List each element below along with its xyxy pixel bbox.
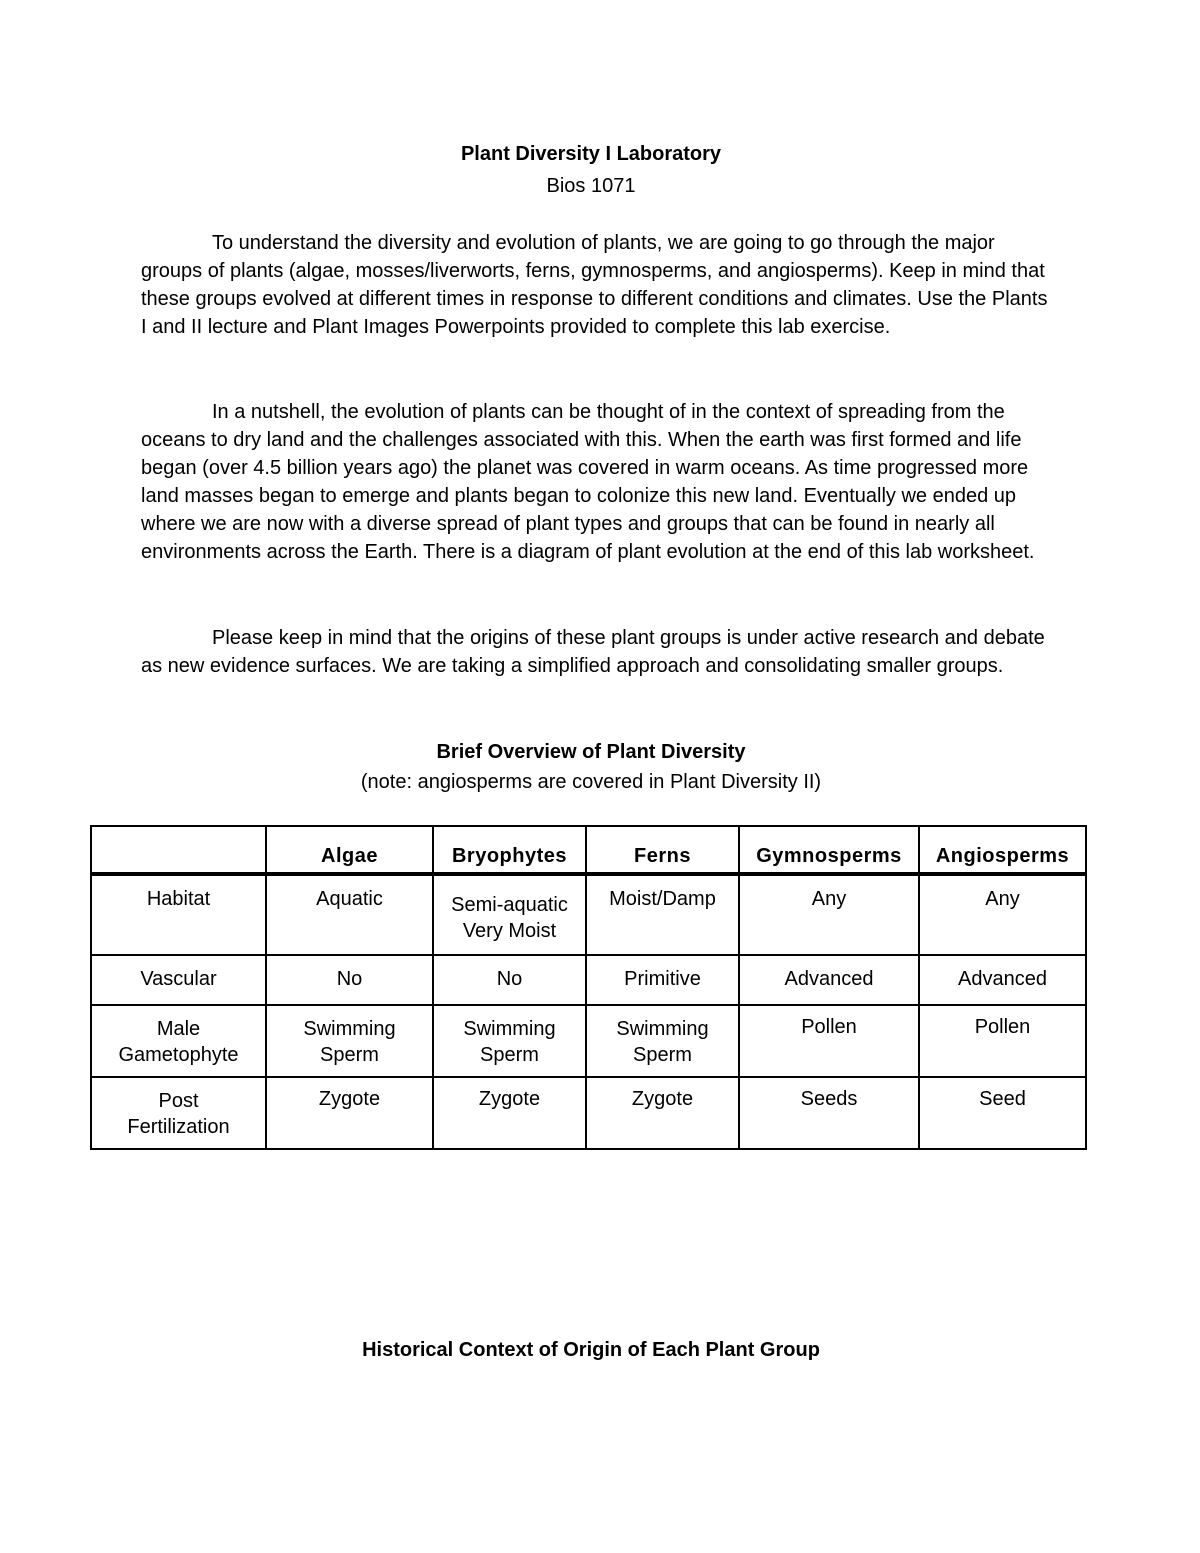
table-cell	[433, 1077, 586, 1149]
header-cell-angiosperms: Angiosperms	[919, 826, 1086, 874]
table-row-male-gametophyte	[91, 1005, 1086, 1077]
row-label-habitat	[91, 874, 266, 955]
cell-text: Sperm	[320, 1044, 379, 1066]
cell-text: Post	[158, 1090, 199, 1112]
cell-text: Zygote	[478, 1088, 541, 1110]
table-cell	[586, 955, 739, 1005]
cell-text: Very Moist	[462, 920, 557, 942]
page-title: Plant Diversity I Laboratory	[460, 143, 722, 165]
cell-text: Any	[811, 888, 847, 910]
cell-text: Any	[985, 888, 1020, 910]
table-row-vascular	[91, 955, 1086, 1005]
cell-text: Semi-aquatic	[451, 894, 568, 916]
cell-text: Habitat	[146, 888, 211, 910]
evolution-paragraph: In a nutshell, the evolution of plants can be thought of in the context of spreading from the oceans to dry land and the challenges associated with this. When the earth was first formed and life began (over 4.5 billion years ago) the planet was covered in warm oceans. As time progressed more land masses began to emerge and plants began to colonize this new land. Eventually we ended up where we are now with a diverse spread of plant types and groups that can be found in nearly all environments across the Earth. There is a diagram of plant evolution at the end of this lab worksheet.	[141, 401, 1035, 563]
table-cell	[433, 955, 586, 1005]
cell-text: Swimming	[303, 1018, 396, 1040]
cell-text: No	[496, 968, 523, 990]
cell-text: Advanced	[958, 968, 1047, 990]
cell-text: Swimming	[616, 1018, 709, 1040]
cell-text: Male	[156, 1018, 201, 1040]
table-row-post-fertilization	[91, 1077, 1086, 1149]
table-cell	[919, 874, 1086, 955]
table-cell	[433, 874, 586, 955]
header-cell-bryophytes: Bryophytes	[433, 826, 586, 874]
table-cell	[266, 1005, 433, 1077]
cell-text: Zygote	[318, 1088, 381, 1110]
table-cell	[919, 955, 1086, 1005]
cell-text: Fertilization	[127, 1116, 230, 1138]
table-cell	[739, 1077, 919, 1149]
table-cell	[586, 1077, 739, 1149]
plant-diversity-table	[90, 825, 1087, 1150]
table-title: Brief Overview of Plant Diversity	[436, 741, 746, 763]
header-cell-ferns: Ferns	[586, 826, 739, 874]
cell-text: Sperm	[633, 1044, 692, 1066]
table-cell	[739, 1005, 919, 1077]
table-cell	[919, 1077, 1086, 1149]
section-heading: Historical Context of Origin of Each Plant Group	[362, 1339, 820, 1361]
cell-text: Gametophyte	[118, 1044, 239, 1066]
header-cell-empty	[91, 826, 266, 874]
row-label-vascular	[91, 955, 266, 1005]
table-note: (note: angiosperms are covered in Plant Diversity II)	[360, 771, 822, 793]
table-cell	[919, 1005, 1086, 1077]
table-cell	[266, 955, 433, 1005]
cell-text: Aquatic	[316, 888, 383, 910]
intro-paragraph: To understand the diversity and evolution of plants, we are going to go through the major groups of plants (algae, mosses/liverworts, ferns, gymnosperms, and angiosperms). Keep in mind that these groups evolved at different times in response to different conditions and climates. Use the Plants I and II lecture and Plant Images Powerpoints provided to complete this lab exercise.	[141, 232, 1048, 338]
row-label-male-gametophyte	[91, 1005, 266, 1077]
cell-text: Pollen	[801, 1016, 857, 1038]
table-header-row	[91, 826, 1086, 874]
table-cell	[586, 1005, 739, 1077]
cell-text: No	[336, 968, 363, 990]
table-row-habitat	[91, 874, 1086, 955]
table-cell	[586, 874, 739, 955]
table-cell	[266, 1077, 433, 1149]
cell-text: Seed	[979, 1088, 1026, 1110]
origins-note-paragraph: Please keep in mind that the origins of these plant groups is under active research and debate as new evidence surfaces. We are taking a simplified approach and consolidating smaller groups.	[141, 627, 1045, 677]
table-cell	[266, 874, 433, 955]
course-code: Bios 1071	[546, 175, 636, 197]
cell-text: Seeds	[800, 1088, 858, 1110]
cell-text: Zygote	[631, 1088, 694, 1110]
row-label-post-fertilization	[91, 1077, 266, 1149]
table-cell	[433, 1005, 586, 1077]
header-cell-gymnosperms: Gymnosperms	[739, 826, 919, 874]
cell-text: Pollen	[974, 1016, 1031, 1038]
cell-text: Advanced	[784, 968, 874, 990]
cell-text: Swimming	[463, 1018, 556, 1040]
table-cell	[739, 874, 919, 955]
header-cell-algae: Algae	[266, 826, 433, 874]
cell-text: Sperm	[480, 1044, 539, 1066]
cell-text: Vascular	[140, 968, 217, 990]
table-cell	[739, 955, 919, 1005]
cell-text: Moist/Damp	[609, 888, 716, 910]
cell-text: Primitive	[624, 968, 701, 990]
